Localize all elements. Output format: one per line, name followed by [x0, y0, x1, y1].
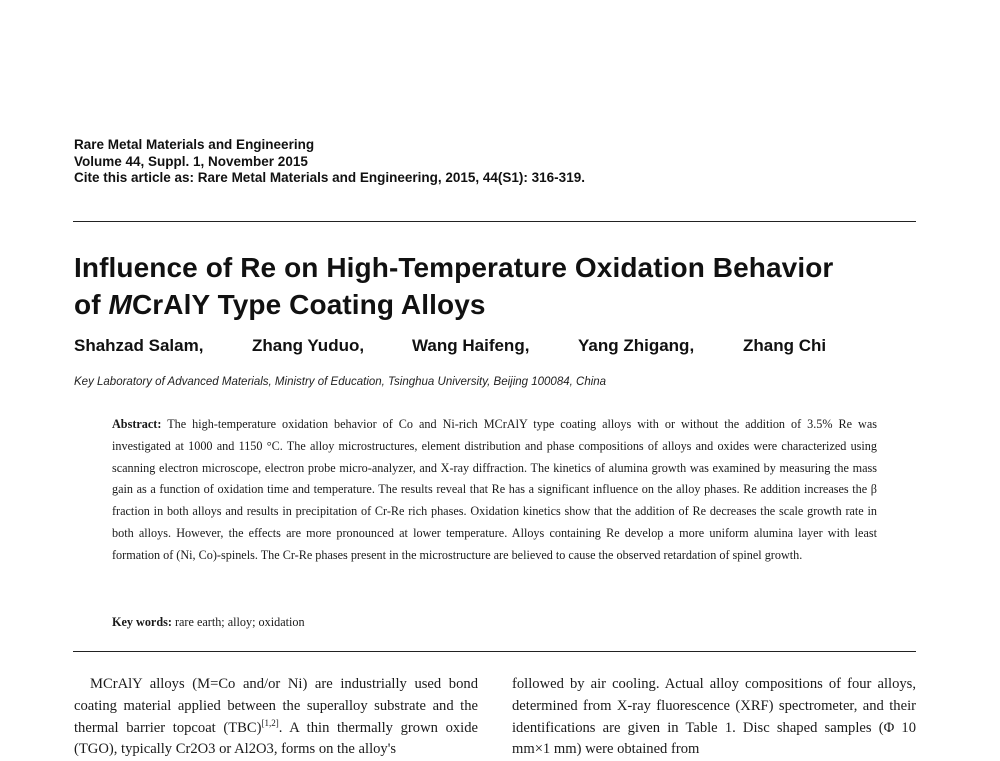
title-line-2-italic: M [108, 289, 132, 320]
journal-header [74, 137, 585, 187]
body-column-left [74, 674, 478, 761]
body-column-right: followed by air cooling. Actual alloy compositions of four alloys, determined from X-ray fluorescence (XRF) spectrometer, and their identifications are given in Table 1. Disc shaped samples (Φ 10 mm×1 mm) were obtained from [512, 676, 916, 758]
abstract-divider [73, 651, 916, 652]
title-line-1: Influence of Re on High-Temperature Oxidation Behavior [74, 252, 834, 283]
abstract-text: The high-temperature oxidation behavior of Co and Ni-rich MCrAlY type coating alloys with or without the addition of 3.5% Re was investigated at 1000 and 1150 °C. The alloy microstructures, element distribution and phase compositions of alloys and oxides were characterized using scanning electron microscope, electron probe micro-analyzer, and X-ray diffraction. The kinetics of alumina growth was examined by measuring the mass gain as a function of oxidation time and temperature. The results reveal that Re has a significant influence on the alloy phases. Re addition increases the β fraction in both alloys and results in precipitation of Cr-Re rich phases. Oxidation kinetics show that the addition of Re decreases the scale growth rate in both alloys. However, the effects are more pronounced at lower temperature. Alloys containing Re develop a more uniform alumina layer with least formation of (Ni, Co)-spinels. The Cr-Re phases present in the microstructure are believed to cause the observed retardation of spinel growth. [112, 417, 877, 562]
journal-name: Rare Metal Materials and Engineering [74, 137, 315, 152]
author-name: Yang Zhigang, [578, 336, 695, 355]
body-left-text-cont: . A thin thermally grown oxide (TGO), typically Cr2O3 or Al2O3, forms on the alloy's [74, 719, 478, 758]
author-name: Zhang Yuduo, [252, 336, 365, 355]
affiliation: Key Laboratory of Advanced Materials, Ministry of Education, Tsinghua University, Beijing 100084, China [74, 376, 607, 388]
keywords [112, 615, 305, 630]
author-name: Wang Haifeng, [412, 336, 530, 355]
title-line-2-prefix: of [74, 289, 109, 320]
article-title [74, 249, 934, 323]
title-line-2-suffix: CrAlY Type Coating Alloys [131, 289, 486, 320]
abstract [112, 414, 877, 567]
citation-line: Cite this article as: Rare Metal Materials and Engineering, 2015, 44(S1): 316-319. [74, 170, 585, 185]
author-name: Shahzad Salam, [74, 336, 204, 355]
keywords-text: rare earth; alloy; oxidation [174, 615, 305, 629]
keywords-label: Key words: [112, 615, 172, 629]
journal-volume: Volume 44, Suppl. 1, November 2015 [74, 153, 308, 169]
citation-ref: [1,2] [261, 717, 279, 728]
header-divider [73, 221, 916, 222]
body-left-text: MCrAlY alloys (M=Co and/or Ni) are industrially used bond coating material applied between the superalloy substrate and the thermal barrier topcoat (TBC) [74, 676, 478, 736]
title-line-2 [74, 286, 934, 323]
abstract-label: Abstract: [112, 417, 162, 431]
author-name: Zhang Chi [743, 336, 827, 355]
